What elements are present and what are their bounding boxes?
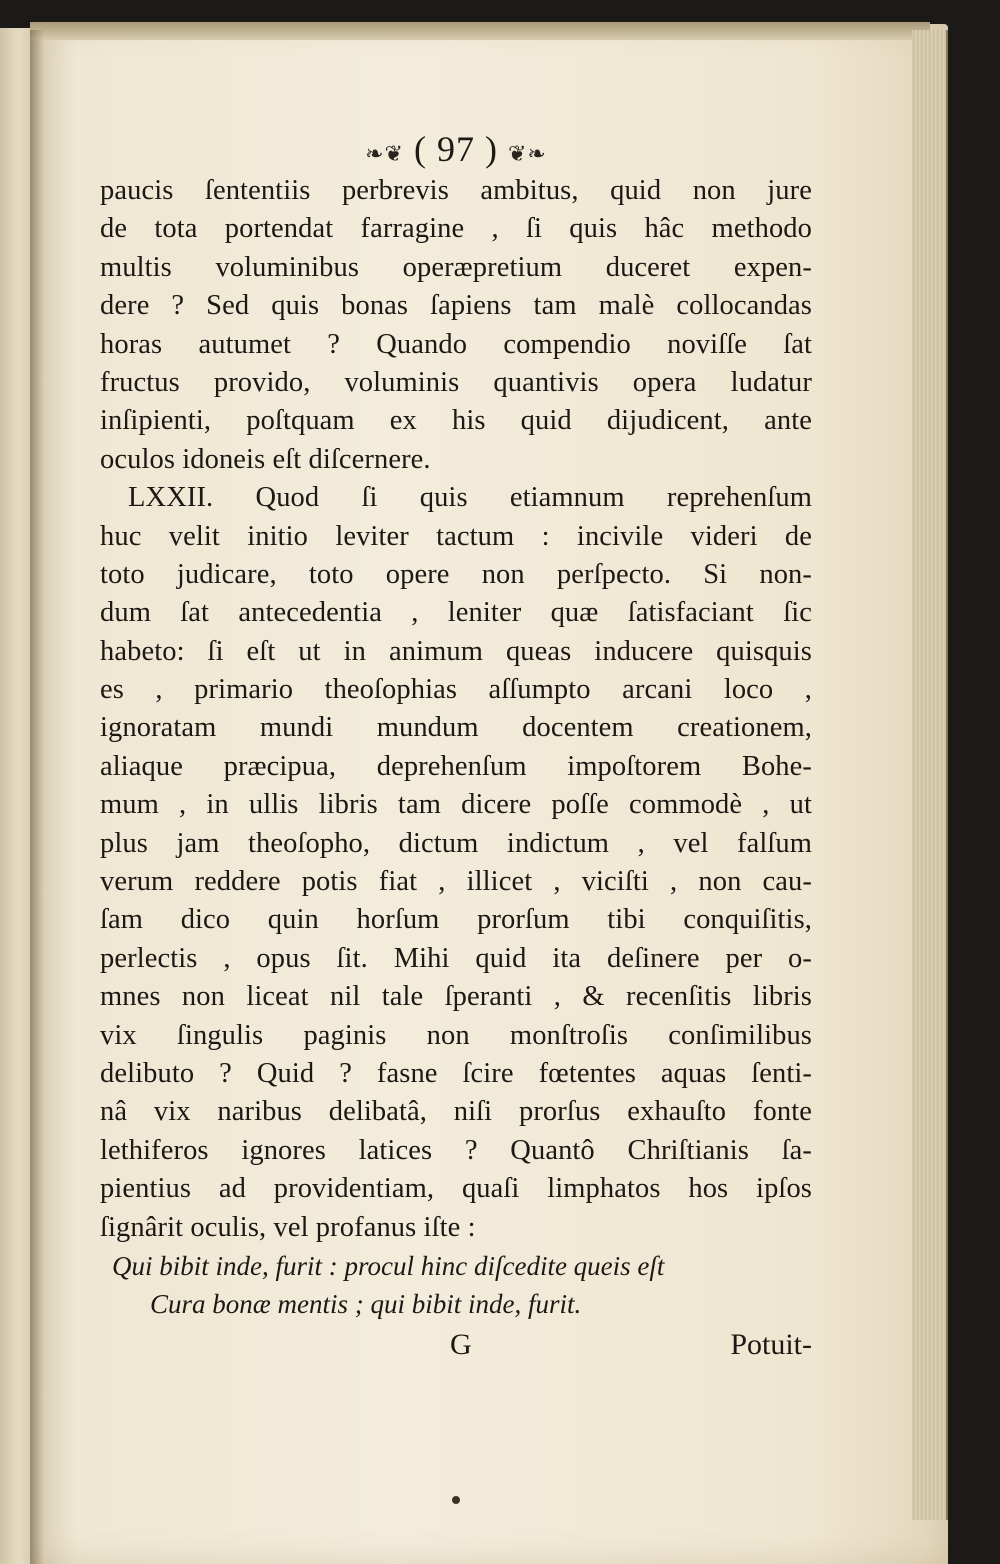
text-line: dere ? Sed quis bonas ſapiens tam malè collocandas [100, 290, 812, 322]
verse-line-2: Cura bonæ mentis ; qui bibit inde, furit. [150, 1289, 582, 1320]
text-line: ignoratam mundi mundum docentem creationem, [100, 712, 812, 744]
body-text [100, 172, 812, 1247]
text-line: vix ſingulis paginis non monſtroſis conſimilibus [100, 1019, 812, 1051]
text-line: fructus provido, voluminis quantivis opera ludatur [100, 366, 812, 398]
text-line: pientius ad providentiam, quaſi limphatos hos ipſos [100, 1173, 812, 1205]
text-line: habeto: ſi eſt ut in animum queas inducere quisquis [100, 635, 812, 667]
text-block [100, 126, 812, 1366]
page-footer [100, 1324, 812, 1366]
text-line: de tota portendat farragine , ſi quis hâc methodo [100, 213, 812, 245]
text-line: mnes non liceat nil tale ſperanti , & recenſitis libris [100, 981, 812, 1013]
verse-line-1: Qui bibit inde, furit : procul hinc diſcedite queis eſt [112, 1250, 665, 1281]
text-line: dum ſat antecedentia , leniter quæ ſatisfaciant ſic [100, 597, 812, 629]
text-line: nâ vix naribus delibatâ, niſi prorſus exhauſto fonte [100, 1096, 812, 1128]
text-line: perlectis , opus ſit. Mihi quid ita deſinere per o- [100, 942, 812, 974]
page-gutter-shadow [30, 30, 44, 1564]
text-line: plus jam theoſopho, dictum indictum , vel falſum [100, 827, 812, 859]
text-line: multis voluminibus operæpretium duceret expen- [100, 251, 812, 283]
page-fore-edge [912, 30, 948, 1520]
text-line: mum , in ullis libris tam dicere poſſe commodè , ut [100, 789, 812, 821]
text-line: huc velit initio leviter tactum : incivile videri de [100, 520, 812, 552]
ornament-right: ❦❧ [507, 141, 547, 166]
ornament-left: ❧❦ [365, 141, 404, 166]
text-line: inſipienti, poſtquam ex his quid dijudicent, ante [100, 405, 812, 437]
text-line: lethiferos ignores latices ? Quantô Chriſtianis ſa- [100, 1134, 812, 1166]
text-line: horas autumet ? Quando compendio noviſſe ſat [100, 328, 812, 360]
page-number: ( 97 ) [414, 129, 498, 169]
signature-mark: G [450, 1327, 472, 1361]
text-line: paucis ſententiis perbrevis ambitus, quid non jure [100, 175, 812, 206]
page-top-edge [30, 22, 930, 40]
page-header [100, 126, 812, 172]
text-line: aliaque præcipua, deprehenſum impoſtorem Bohe- [100, 750, 812, 782]
text-line: LXXII. Quod ſi quis etiamnum reprehenſum [128, 482, 812, 514]
text-line: delibuto ? Quid ? fasne ſcire fœtentes aquas ſenti- [100, 1057, 812, 1089]
catchword: Potuit- [730, 1327, 812, 1361]
ink-spot [452, 1496, 460, 1504]
text-line: oculos idoneis eſt diſcernere. [100, 443, 431, 475]
text-line: verum reddere potis fiat , illicet , viciſti , non cau- [100, 866, 812, 898]
text-line: es , primario theoſophias aſſumpto arcani loco , [100, 674, 812, 706]
text-line: ſignârit oculis, vel profanus iſte : [100, 1211, 476, 1243]
text-line: ſam dico quin horſum prorſum tibi conquiſitis, [100, 904, 812, 936]
text-line: toto judicare, toto opere non perſpecto. Si non- [100, 558, 812, 590]
